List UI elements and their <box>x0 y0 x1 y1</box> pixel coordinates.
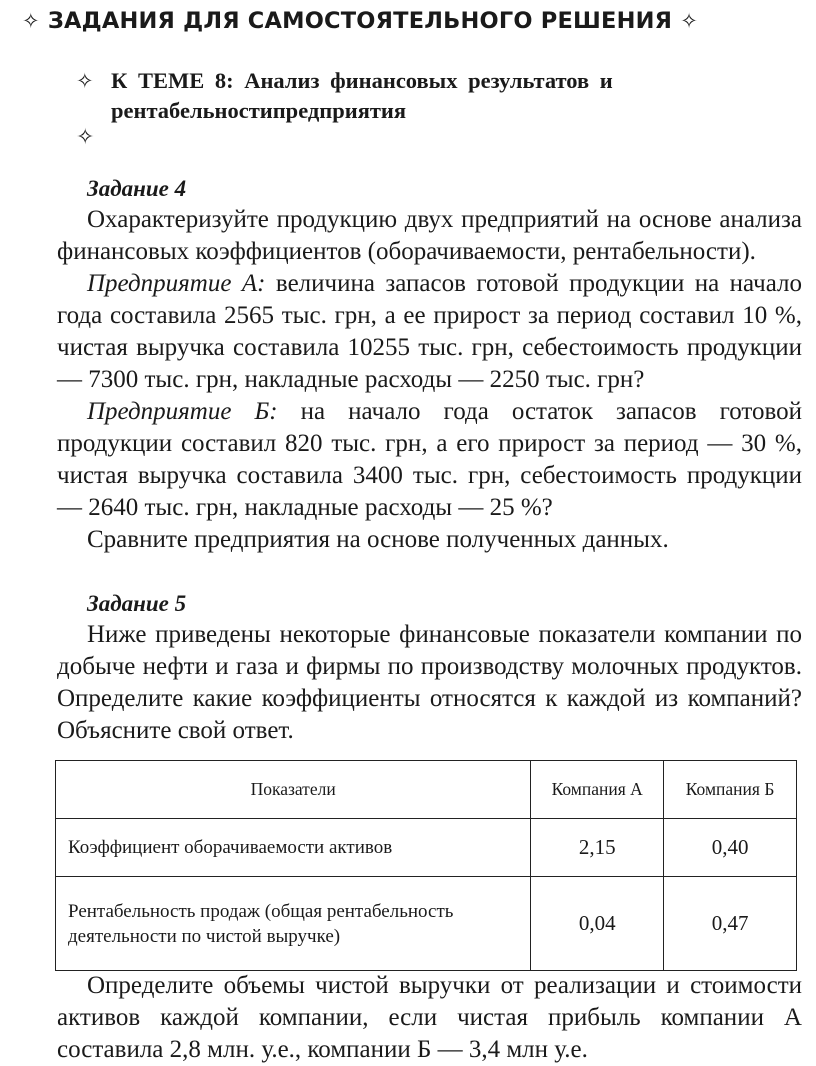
topic-heading-text: К ТЕМЕ 8: Анализ финансовых результатов и рентабельностипредприятия <box>111 68 613 123</box>
table-cell-value: 0,04 <box>531 877 664 971</box>
table-header-cell: Компания А <box>531 761 664 819</box>
indicators-table <box>55 760 797 971</box>
enterprise-b-text: на начало года остаток запасов готовой продукции составил 820 тыс. грн, а его прирост за период — 30 %, чистая выручка составила 3400 тыс. грн, себестоимость продукции — 2640 тыс. грн, накладные расходы — 25 %? <box>57 398 803 521</box>
star-icon: ✧ <box>76 125 95 150</box>
task5-closing-text: Определите объемы чистой выручки от реализации и стоимости активов каждой компании, если чистая прибыль компании А составила 2,8 млн. у.е., компании Б — 3,4 млн у.е. <box>57 972 802 1063</box>
task5-title: Задание 5 <box>87 591 187 616</box>
table-row <box>56 819 797 877</box>
table-header-cell: Компания Б <box>664 761 797 819</box>
table-header-row <box>56 761 797 819</box>
table-cell-value: 2,15 <box>531 819 664 877</box>
table-row <box>56 877 797 971</box>
enterprise-b-label: Предприятие Б: <box>87 398 278 425</box>
task4-title: Задание 4 <box>87 176 187 201</box>
task4-enterprise-a <box>57 268 802 396</box>
table-cell-value: 0,47 <box>664 877 797 971</box>
table-cell-indicator: Коэффициент оборачиваемости активов <box>56 819 531 877</box>
topic-heading <box>76 66 776 126</box>
enterprise-a-label: Предприятие А: <box>87 270 266 297</box>
task4-compare: Сравните предприятия на основе полученных данных. <box>87 526 669 553</box>
star-icon: ✧ <box>76 69 94 93</box>
task5-closing <box>57 970 802 1066</box>
table-header-cell: Показатели <box>56 761 531 819</box>
star-icon: ✧ <box>680 9 699 33</box>
main-heading-text: ЗАДАНИЯ ДЛЯ САМОСТОЯТЕЛЬНОГО РЕШЕНИЯ <box>47 8 673 34</box>
table-cell-value: 0,40 <box>664 819 797 877</box>
task5-intro <box>57 619 802 747</box>
main-heading <box>22 8 698 34</box>
task4-enterprise-b <box>57 396 802 524</box>
enterprise-a-text: величина запасов готовой продукции на начало года составила 2565 тыс. грн, а ее прирост за период составил 10 %, чистая выручка составила 10255 тыс. грн, себестоимость продукции — 7300 тыс. грн, накладные расходы — 2250 тыс. грн? <box>57 270 803 393</box>
task4-body <box>57 204 802 556</box>
star-icon: ✧ <box>22 9 40 33</box>
task4-intro: Охарактеризуйте продукцию двух предприятий на основе анализа финансовых коэффициентов (оборачиваемости, рентабельности). <box>57 206 802 265</box>
task5-intro-text: Ниже приведены некоторые финансовые показатели компании по добыче нефти и газа и фирмы по производству молочных продуктов. Определите какие коэффициенты относятся к каждой из компаний? Объясните свой ответ. <box>57 621 802 744</box>
table-cell-indicator: Рентабельность продаж (общая рентабельность деятельности по чистой выручке) <box>56 877 531 971</box>
